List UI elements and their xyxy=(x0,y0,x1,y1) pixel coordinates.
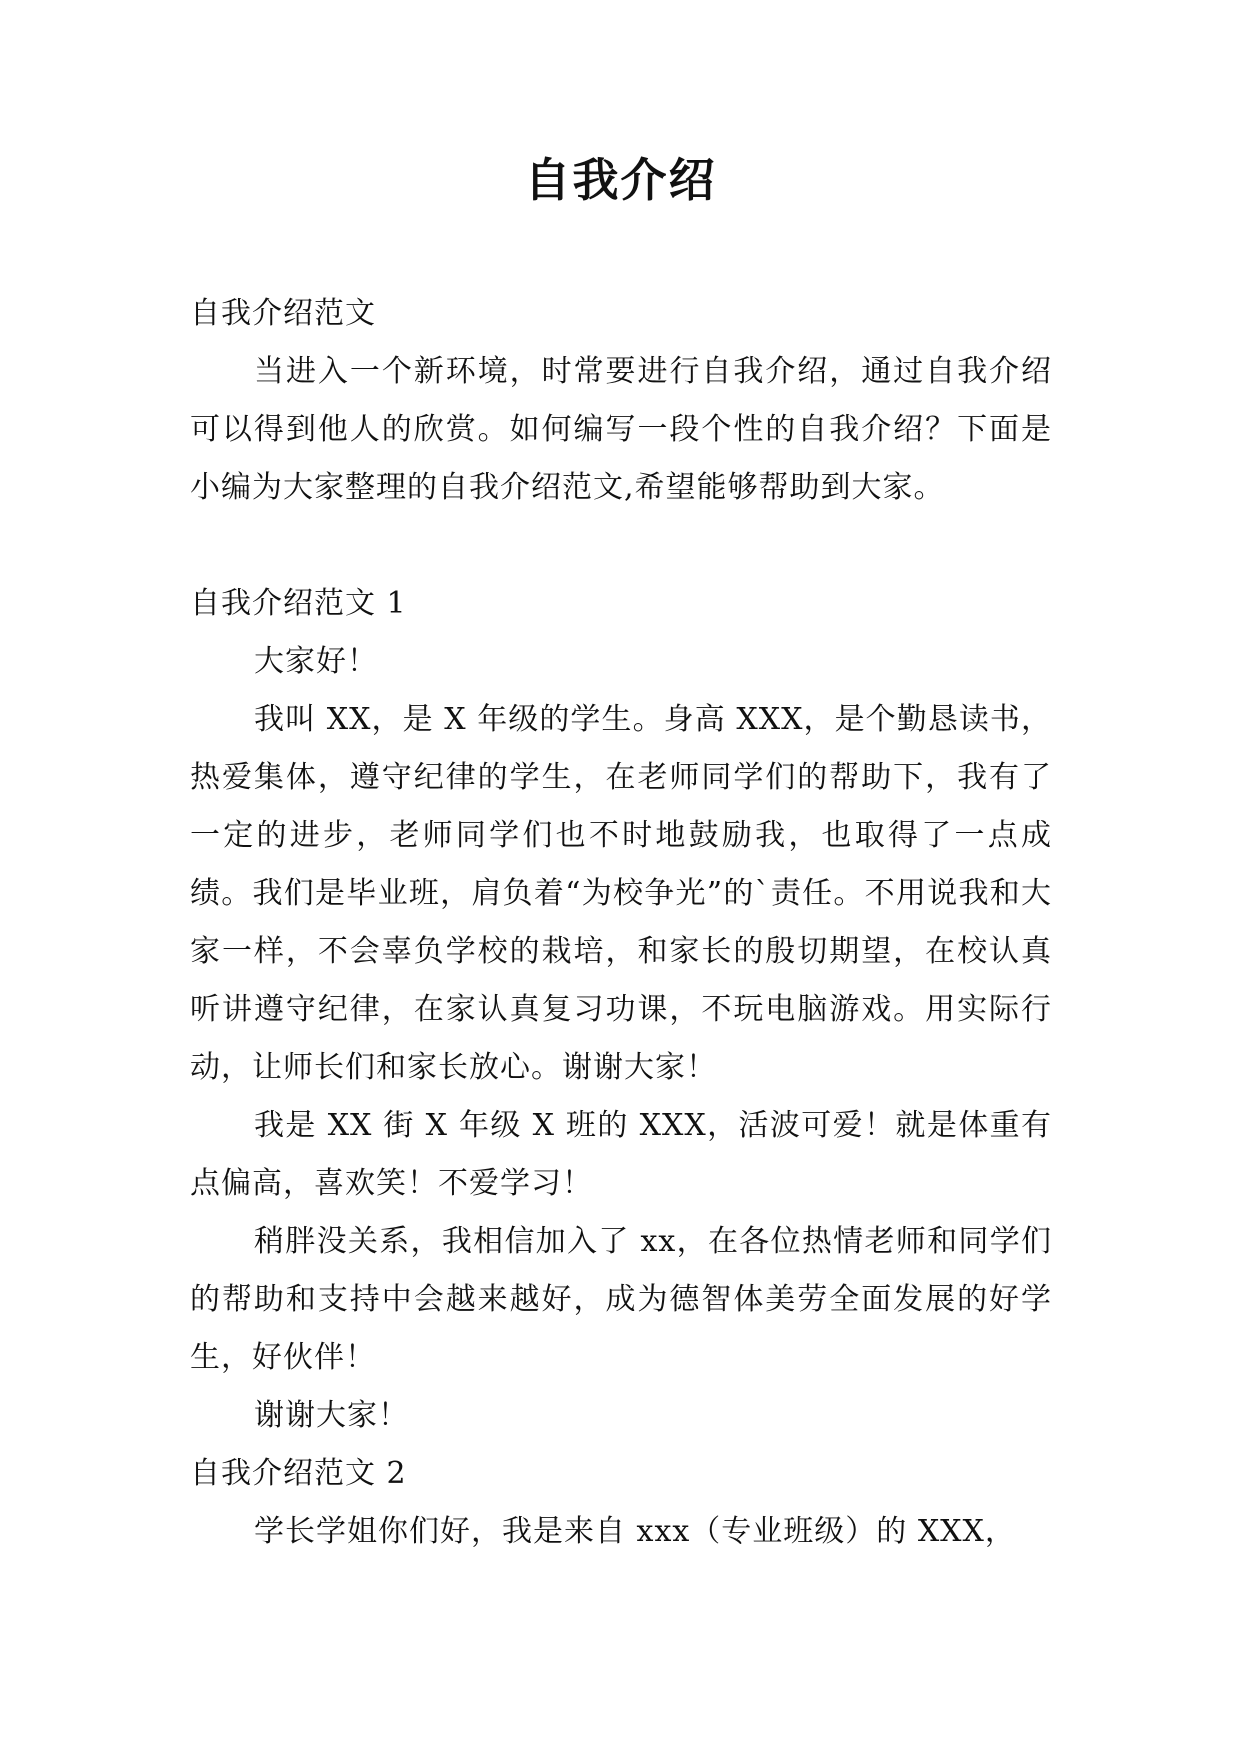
sample1-paragraph: 大家好！ xyxy=(254,644,378,679)
intro-paragraph: 当进入一个新环境，时常要进行自我介绍，通过自我介绍可以得到他人的欣赏。如何编写一段个性的自我介绍？下面是小编为大家整理的自我介绍范文,希望能够帮助到大家。 xyxy=(190,354,1052,505)
page-title: 自我介绍 xyxy=(524,153,717,207)
sample1-paragraph: 我是 XX 街 X 年级 X 班的 XXX，活波可爱！就是体重有点偏高，喜欢笑！不爱学习！ xyxy=(190,1108,1052,1201)
sample2-heading: 自我介绍范文 2 xyxy=(190,1456,407,1491)
sample1-paragraph: 我叫 XX，是 X 年级的学生。身高 XXX，是个勤恳读书，热爱集体，遵守纪律的学生，在老师同学们的帮助下，我有了一定的进步，老师同学们也不时地鼓励我，也取得了一点成绩。我们是毕业班，肩负着“为校争光”的`责任。不用说我和大家一样，不会辜负学校的栽培，和家长的殷切期望，在校认真听讲遵守纪律，在家认真复习功课，不玩电脑游戏。用实际行动，让师长们和家长放心。谢谢大家！ xyxy=(190,702,1052,1085)
document-body xyxy=(190,285,1052,1561)
section-spacer xyxy=(190,517,1052,575)
sample2-paragraph: 学长学姐你们好，我是来自 xxx（专业班级）的 XXX， xyxy=(254,1514,1016,1549)
sample1-paragraph: 稍胖没关系，我相信加入了 xx，在各位热情老师和同学们的帮助和支持中会越来越好，成为德智体美劳全面发展的好学生，好伙伴！ xyxy=(190,1224,1052,1375)
sample1-heading: 自我介绍范文 1 xyxy=(190,586,407,621)
sample1-paragraph: 谢谢大家！ xyxy=(254,1398,409,1433)
intro-heading: 自我介绍范文 xyxy=(190,296,376,331)
